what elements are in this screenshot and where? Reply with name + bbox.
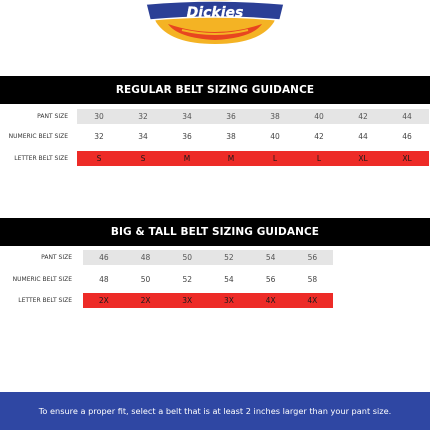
numeric-size-label: NUMERIC BELT SIZE [12, 276, 72, 283]
numeric-size-cell: 36 [182, 132, 192, 141]
letter-size-cell: 4X [307, 296, 318, 305]
numeric-size-cell: 40 [270, 132, 280, 141]
pant-size-cell: 54 [265, 253, 276, 262]
pant-size-cell: 40 [314, 112, 324, 121]
pant-size-cell: 48 [140, 253, 151, 262]
pant-size-cell: 38 [270, 112, 280, 121]
svg-text:Dickies: Dickies [186, 5, 244, 21]
letter-size-cell: XL [402, 154, 412, 163]
numeric-size-cell: 44 [358, 132, 368, 141]
pant-size-cell: 32 [138, 112, 148, 121]
letter-size-cell: L [316, 154, 322, 163]
pant-size-cell: 44 [402, 112, 412, 121]
numeric-size-cell: 54 [224, 275, 234, 284]
letter-size-label: LETTER BELT SIZE [14, 155, 68, 162]
numeric-size-cell: 46 [402, 132, 412, 141]
numeric-size-cell: 50 [140, 275, 151, 284]
numeric-size-cell: 38 [226, 132, 236, 141]
letter-size-cell: M [227, 154, 235, 163]
pant-size-cell: 52 [224, 253, 234, 262]
letter-size-cell: XL [358, 154, 368, 163]
letter-size-cell: L [272, 154, 278, 163]
dickies-logo [142, 0, 288, 44]
pant-size-cell: 56 [307, 253, 318, 262]
letter-size-cell: S [140, 154, 146, 163]
letter-size-label: LETTER BELT SIZE [18, 297, 72, 304]
regular-sizing-title: REGULAR BELT SIZING GUIDANCE [0, 76, 430, 104]
numeric-size-cell: 32 [94, 132, 104, 141]
letter-size-cell: 2X [140, 296, 151, 305]
pant-size-cell: 50 [182, 253, 192, 262]
pant-size-label: PANT SIZE [41, 254, 72, 261]
pant-size-label: PANT SIZE [37, 113, 68, 120]
numeric-size-cell: 58 [307, 275, 318, 284]
letter-size-cell: 3X [182, 296, 193, 305]
numeric-size-cell: 34 [138, 132, 148, 141]
letter-size-cell: 2X [98, 296, 109, 305]
pant-size-cell: 36 [226, 112, 236, 121]
pant-size-cell: 34 [182, 112, 192, 121]
big-tall-sizing-title: BIG & TALL BELT SIZING GUIDANCE [0, 218, 430, 246]
letter-size-cell: 4X [265, 296, 276, 305]
pant-size-cell: 30 [94, 112, 104, 121]
fit-advice-footer [0, 392, 430, 430]
letter-size-cell: 3X [223, 296, 234, 305]
fit-advice-text: To ensure a proper fit, select a belt that is at least 2 inches larger than your pant size. [38, 406, 392, 416]
numeric-size-label: NUMERIC BELT SIZE [8, 133, 68, 140]
pant-size-cell: 46 [99, 253, 109, 262]
numeric-size-cell: 48 [99, 275, 109, 284]
letter-size-cell: M [183, 154, 191, 163]
numeric-size-cell: 56 [265, 275, 276, 284]
numeric-size-cell: 42 [314, 132, 324, 141]
letter-size-cell: S [96, 154, 102, 163]
numeric-size-cell: 52 [182, 275, 192, 284]
pant-size-cell: 42 [358, 112, 368, 121]
